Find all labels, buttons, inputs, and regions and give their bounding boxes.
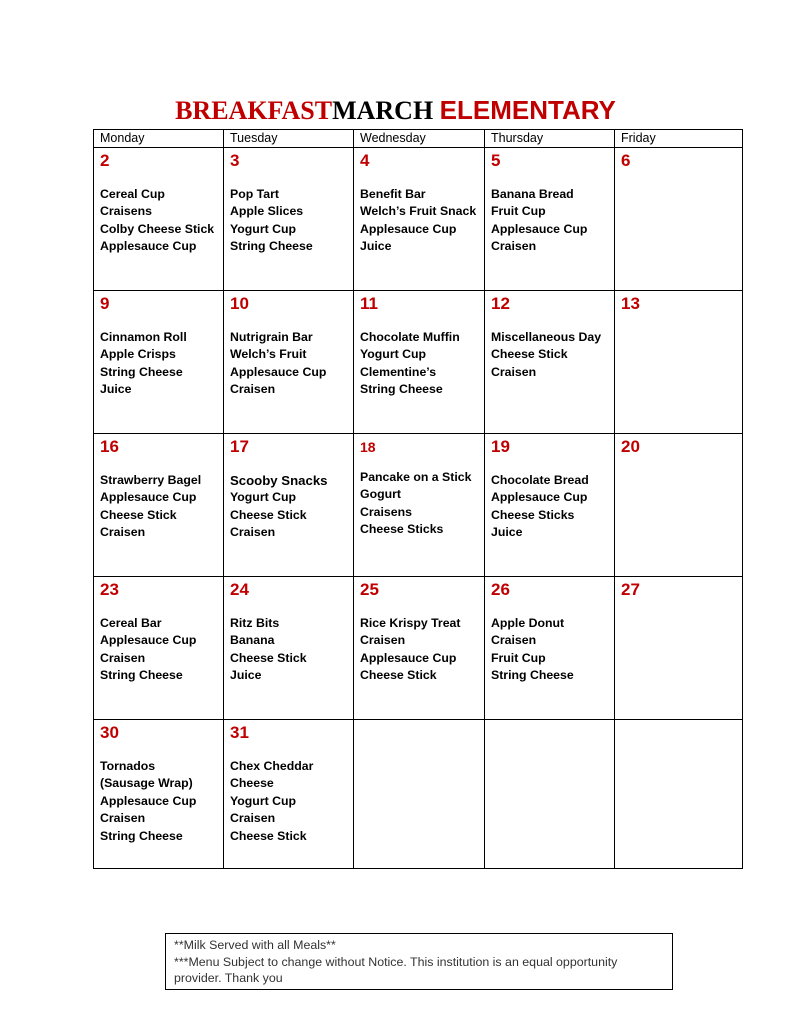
menu-item: Welch’s Fruit Snack xyxy=(360,204,477,219)
menu-item: Cheese Sticks xyxy=(491,507,575,522)
day-cell xyxy=(94,720,224,869)
menu-item: String Cheese xyxy=(100,668,183,683)
menu-item: Gogurt xyxy=(360,487,401,502)
day-cell xyxy=(354,291,485,434)
week-row xyxy=(94,148,743,291)
menu-item: String Cheese xyxy=(491,668,574,683)
menu-item: Craisens xyxy=(100,204,152,219)
menu-item: Ritz Bits xyxy=(230,616,280,630)
weekday-header: Friday xyxy=(615,130,743,148)
milk-note: **Milk Served with all Meals** xyxy=(174,938,336,952)
day-cell xyxy=(354,434,485,577)
menu-item-list xyxy=(491,615,610,685)
calendar-body xyxy=(94,148,743,869)
menu-item: String Cheese xyxy=(100,828,183,843)
menu-item: Yogurt Cup xyxy=(360,347,427,362)
day-number: 27 xyxy=(621,580,640,599)
menu-item: Applesauce Cup xyxy=(100,633,197,648)
menu-item-list xyxy=(100,615,219,685)
menu-item: Craisen xyxy=(100,811,146,826)
day-number: 9 xyxy=(100,294,110,313)
menu-item: Craisen xyxy=(230,525,276,540)
weekday-header: Monday xyxy=(94,130,224,148)
day-cell xyxy=(354,148,485,291)
menu-item: Applesauce Cup xyxy=(100,239,197,254)
menu-item-list xyxy=(230,758,349,845)
day-cell xyxy=(615,434,743,577)
day-cell xyxy=(485,291,615,434)
menu-item: Cheese xyxy=(230,776,274,791)
day-cell xyxy=(224,148,354,291)
menu-item: Craisen xyxy=(230,811,276,826)
menu-item: String Cheese xyxy=(100,364,183,379)
menu-item: Craisen xyxy=(100,525,146,540)
day-number xyxy=(491,722,610,744)
day-cell xyxy=(615,291,743,434)
day-number: 17 xyxy=(230,437,249,456)
menu-item: Craisen xyxy=(491,239,537,254)
menu-item: Tornados xyxy=(100,759,156,773)
menu-item: Cheese Stick xyxy=(230,828,307,843)
menu-item: Cheese Sticks xyxy=(360,522,444,537)
title-breakfast: BREAKFAST xyxy=(175,96,333,125)
menu-item: Pop Tart xyxy=(230,187,279,201)
day-number: 6 xyxy=(621,151,631,170)
day-cell xyxy=(485,577,615,720)
menu-item: Apple Slices xyxy=(230,204,304,219)
menu-item: Cheese Stick xyxy=(230,650,307,665)
day-cell xyxy=(94,148,224,291)
day-cell xyxy=(94,577,224,720)
day-number: 20 xyxy=(621,437,640,456)
menu-item: Apple Crisps xyxy=(100,347,176,362)
day-number: 11 xyxy=(360,294,378,313)
menu-item: Craisen xyxy=(230,382,276,397)
day-cell xyxy=(224,577,354,720)
menu-item: Craisen xyxy=(100,650,146,665)
menu-item: Cereal Cup xyxy=(100,187,165,201)
day-cell xyxy=(354,720,485,869)
menu-item-list xyxy=(230,615,349,685)
day-cell xyxy=(354,577,485,720)
menu-notice xyxy=(165,933,673,990)
menu-item: Cheese Stick xyxy=(230,507,307,522)
title-month: MARCH xyxy=(332,96,434,125)
menu-item: Rice Krispy Treat xyxy=(360,616,461,630)
day-number: 16 xyxy=(100,437,119,456)
day-number: 26 xyxy=(491,580,510,599)
menu-item: Cheese Stick xyxy=(491,347,568,362)
menu-item: Craisen xyxy=(491,364,537,379)
menu-item: Cereal Bar xyxy=(100,616,162,630)
day-number: 4 xyxy=(360,151,370,170)
menu-item: Juice xyxy=(230,668,262,683)
menu-item-list xyxy=(360,186,480,256)
weekday-header: Thursday xyxy=(485,130,615,148)
menu-item: Applesauce Cup xyxy=(100,490,197,505)
menu-item: Banana xyxy=(230,633,275,648)
day-number xyxy=(360,722,480,744)
weekday-header: Wednesday xyxy=(354,130,485,148)
day-number: 24 xyxy=(230,580,249,599)
week-row xyxy=(94,291,743,434)
menu-item: Cheese Stick xyxy=(360,668,437,683)
menu-item: Cinnamon Roll xyxy=(100,330,187,344)
menu-item: Juice xyxy=(360,239,392,254)
menu-item: Chex Cheddar xyxy=(230,759,314,773)
menu-item: Applesauce Cup xyxy=(491,490,588,505)
day-cell xyxy=(615,148,743,291)
day-number: 3 xyxy=(230,151,240,170)
menu-item: Cheese Stick xyxy=(100,507,177,522)
menu-item: Applesauce Cup xyxy=(230,364,327,379)
menu-item: Chocolate Bread xyxy=(491,473,589,487)
menu-item: Benefit Bar xyxy=(360,187,426,201)
day-number: 30 xyxy=(100,723,119,742)
menu-item: Clementine’s xyxy=(360,364,437,379)
menu-item: Yogurt Cup xyxy=(230,490,297,505)
menu-item: Applesauce Cup xyxy=(491,221,588,236)
menu-item: Yogurt Cup xyxy=(230,221,297,236)
menu-item: String Cheese xyxy=(230,239,313,254)
day-cell xyxy=(485,148,615,291)
day-cell xyxy=(94,291,224,434)
day-cell xyxy=(224,434,354,577)
menu-item: Colby Cheese Stick xyxy=(100,221,215,236)
menu-item-list xyxy=(230,329,349,399)
menu-item-list xyxy=(100,329,219,399)
day-number: 23 xyxy=(100,580,119,599)
day-number: 12 xyxy=(491,294,510,313)
menu-calendar xyxy=(93,129,743,869)
menu-item: Nutrigrain Bar xyxy=(230,330,313,344)
menu-item-list xyxy=(100,472,219,542)
day-cell xyxy=(485,720,615,869)
menu-item: Welch’s Fruit xyxy=(230,347,307,362)
day-cell xyxy=(485,434,615,577)
day-cell xyxy=(94,434,224,577)
menu-item: Banana Bread xyxy=(491,187,574,201)
day-number: 18 xyxy=(360,439,376,455)
menu-item: Applesauce Cup xyxy=(100,793,197,808)
day-number: 2 xyxy=(100,151,110,170)
menu-item-list xyxy=(491,472,610,542)
disclaimer-note: ***Menu Subject to change without Notice. This institution is an equal opportunity provider. Thank you xyxy=(174,954,618,985)
menu-item: Apple Donut xyxy=(491,616,565,630)
menu-item-list xyxy=(491,186,610,256)
menu-item: Juice xyxy=(100,382,132,397)
menu-item: Craisens xyxy=(360,504,412,519)
day-cell xyxy=(224,291,354,434)
menu-item-list xyxy=(230,186,349,256)
day-number: 13 xyxy=(621,294,640,313)
menu-item: Scooby Snacks xyxy=(230,473,328,488)
menu-item: Applesauce Cup xyxy=(360,650,457,665)
weekday-header: Tuesday xyxy=(224,130,354,148)
week-row xyxy=(94,720,743,869)
menu-item: Craisen xyxy=(360,633,406,648)
day-cell xyxy=(615,577,743,720)
menu-item-list xyxy=(360,615,480,685)
day-number: 5 xyxy=(491,151,501,170)
page-title xyxy=(0,95,791,126)
menu-item-list xyxy=(100,186,219,256)
menu-item: String Cheese xyxy=(360,382,443,397)
menu-item-list xyxy=(230,472,349,542)
menu-item: Craisen xyxy=(491,633,537,648)
menu-item: Fruit Cup xyxy=(491,204,546,219)
day-number xyxy=(621,722,738,744)
menu-item: Miscellaneous Day xyxy=(491,330,602,344)
day-number: 10 xyxy=(230,294,249,313)
title-school: ELEMENTARY xyxy=(439,95,616,125)
menu-item: (Sausage Wrap) xyxy=(100,776,193,791)
day-number: 19 xyxy=(491,437,510,456)
menu-item: Strawberry Bagel xyxy=(100,473,202,487)
menu-item-list xyxy=(360,469,480,539)
day-number: 31 xyxy=(230,723,249,742)
menu-item: Chocolate Muffin xyxy=(360,330,460,344)
menu-item-list xyxy=(100,758,219,845)
week-row xyxy=(94,434,743,577)
menu-item: Fruit Cup xyxy=(491,650,546,665)
menu-item: Pancake on a Stick xyxy=(360,470,472,484)
weekday-header-row xyxy=(94,130,743,148)
day-number: 25 xyxy=(360,580,379,599)
menu-item-list xyxy=(491,329,610,381)
day-cell xyxy=(224,720,354,869)
menu-item: Yogurt Cup xyxy=(230,793,297,808)
day-cell xyxy=(615,720,743,869)
week-row xyxy=(94,577,743,720)
menu-item: Applesauce Cup xyxy=(360,221,457,236)
menu-item: Juice xyxy=(491,525,523,540)
menu-item-list xyxy=(360,329,480,399)
